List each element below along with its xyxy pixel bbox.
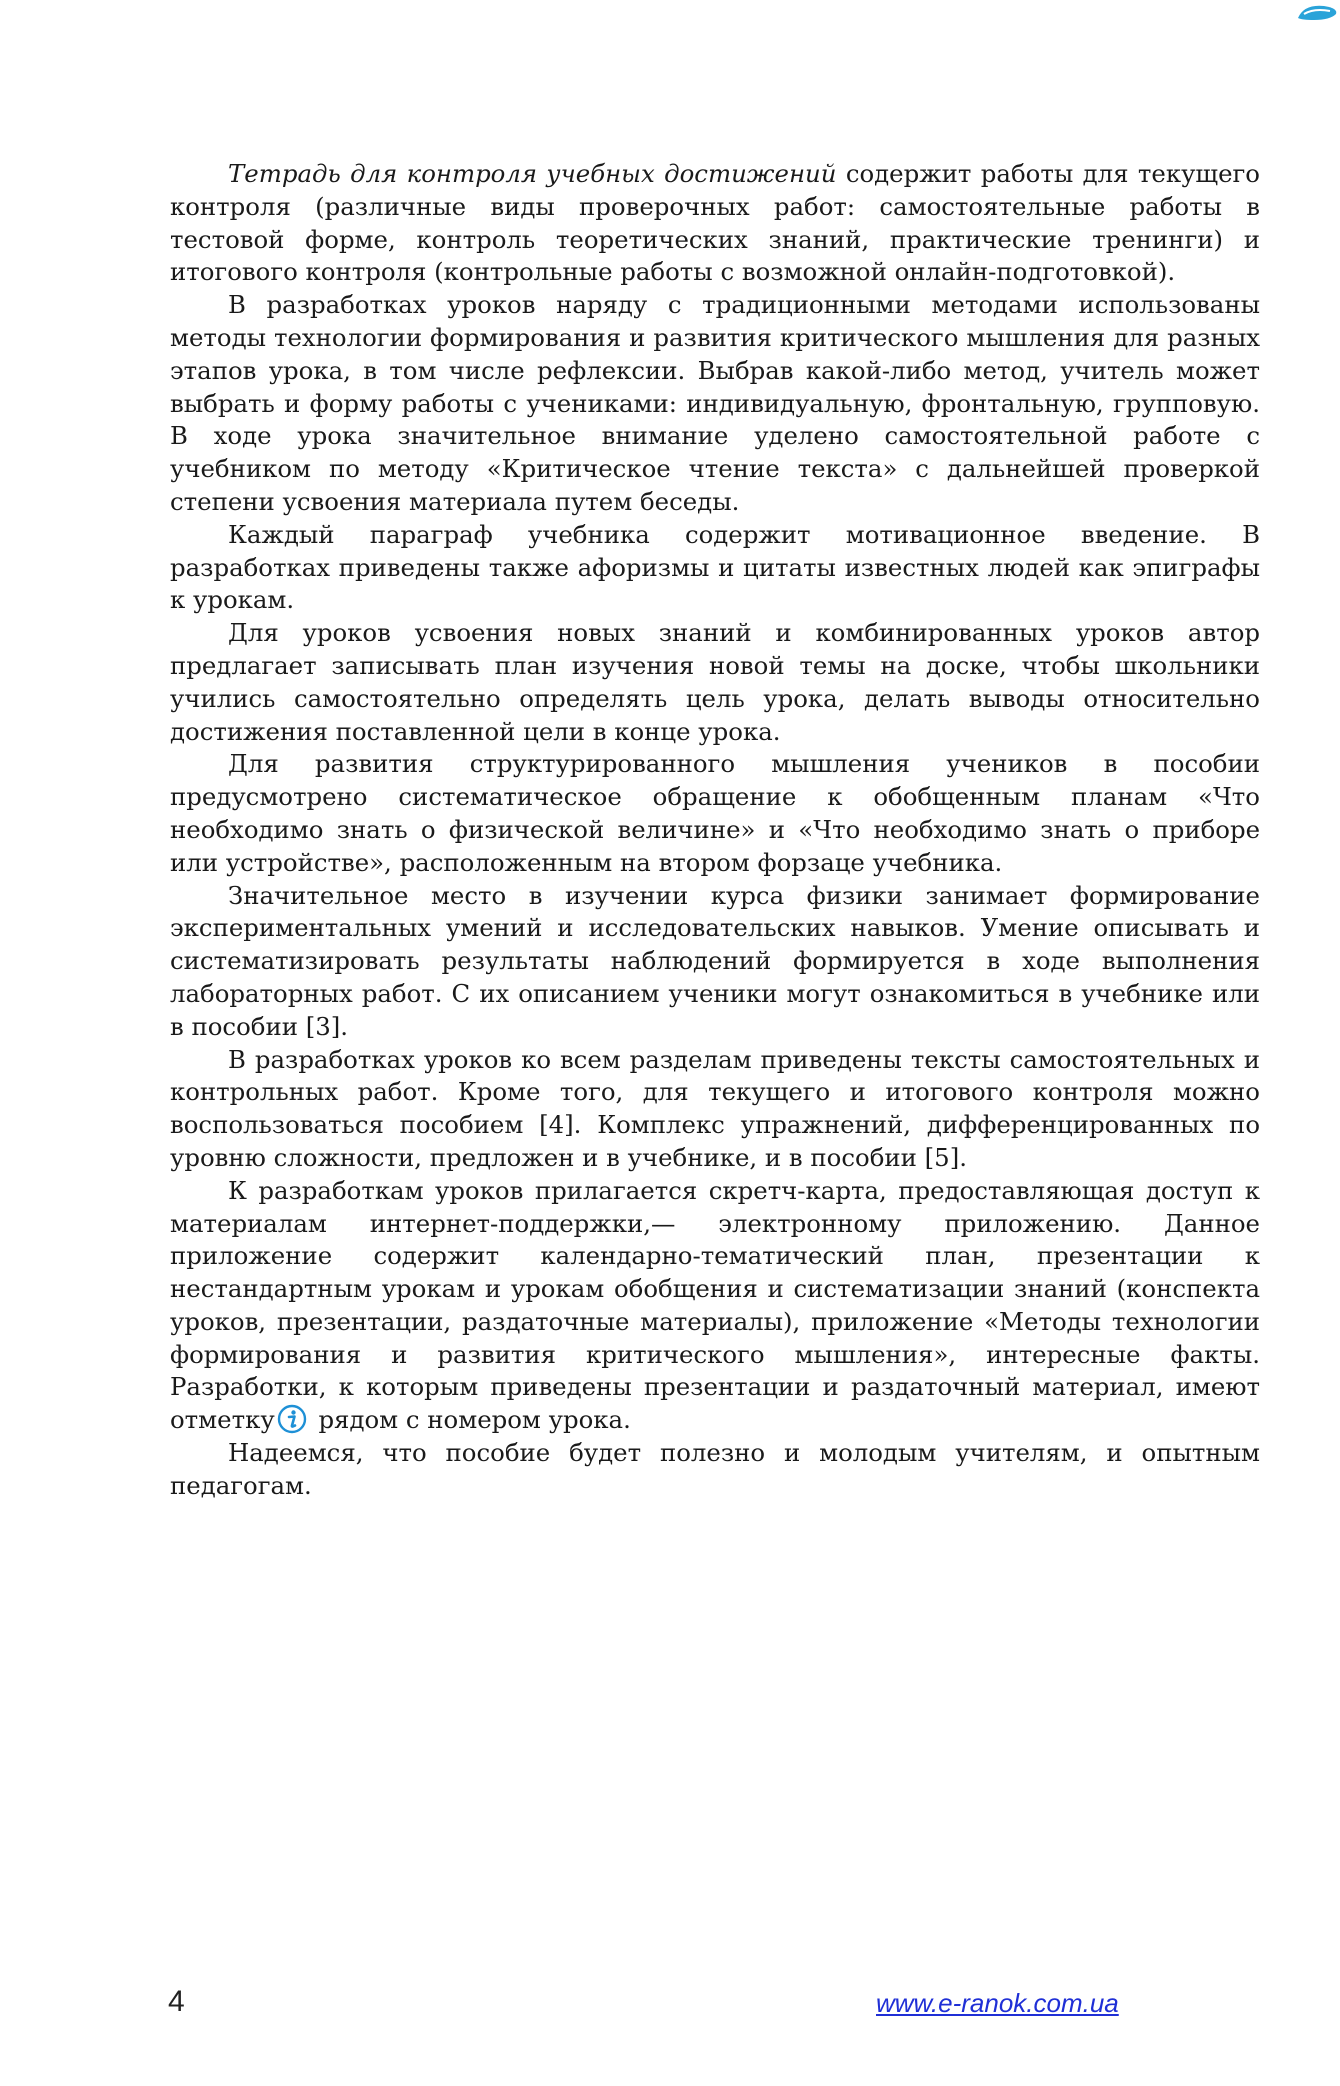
info-icon	[277, 1404, 307, 1434]
document-text	[170, 158, 1260, 1503]
publisher-website-link[interactable]: www.e-ranok.com.ua	[876, 1988, 1119, 2018]
publisher-logo-icon	[1294, 0, 1340, 22]
paragraph-6: Значительное место в изучении курса физики занимает формирование экспериментальных умений и исследовательских навыков. Умение описывать и систематизировать результаты наблюдений формируется в ходе выполнения лабораторных работ. С их описанием ученики могут ознакомиться в учебнике или в пособии [3].	[170, 880, 1260, 1041]
workbook-title: Тетрадь для контроля учебных достижений	[228, 159, 837, 188]
paragraph-1: Тетрадь для контроля учебных достижений содержит работы для текущего контроля (различные виды проверочных работ: самостоятельные работы в тестовой форме, контроль теоретических знаний, практические тренинги) и итогового контроля (контрольные работы с возможной онлайн-подготовкой).	[170, 159, 1260, 287]
paragraph-4: Для уроков усвоения новых знаний и комбинированных уроков автор предлагает записывать план изучения новой темы на доске, чтобы школьники учились самостоятельно определять цель урока, делать выводы относительно достижения поставленной цели в конце урока.	[170, 618, 1260, 746]
paragraph-8: К разработкам уроков прилагается скретч-карта, предоставляющая доступ к материалам интернет-поддержки,— электронному приложению. Данное приложение содержит календарно-тематический план, презентации к нестандартным урокам и урокам обобщения и систематизации знаний (конспекта уроков, презентации, раздаточные материалы), приложение «Методы технологии формирования и развития критического мышления», интересные факты. Разработки, к которым приведены презентации и раздаточный материал, имеют отметку рядом с номером урока.	[170, 1175, 1260, 1435]
paragraph-3: Каждый параграф учебника содержит мотивационное введение. В разработках приведены также афоризмы и цитаты известных людей как эпиграфы к урокам.	[170, 519, 1260, 615]
page-number: 4	[168, 1985, 185, 2018]
paragraph-2: В разработках уроков наряду с традиционными методами использованы методы технологии формирования и развития критического мышления для разных этапов урока, в том числе рефлексии. Выбрав какой-либо метод, учитель может выбрать и форму работы с учениками: индивидуальную, фронтальную, групповую. В ходе урока значительное внимание уделено самостоятельной работе с учебником по методу «Критическое чтение текста» с дальнейшей проверкой степени усвоения материала путем беседы.	[170, 290, 1260, 516]
paragraph-5: Для развития структурированного мышления учеников в пособии предусмотрено систематическое обращение к обобщенным планам «Что необходимо знать о физической величине» и «Что необходимо знать о приборе или устройстве», расположенным на втором форзаце учебника.	[170, 749, 1260, 877]
paragraph-7: В разработках уроков ко всем разделам приведены тексты самостоятельных и контрольных работ. Кроме того, для текущего и итогового контроля можно воспользоваться пособием [4]. Комплекс упражнений, дифференцированных по уровню сложности, предложен и в учебнике, и в пособии [5].	[170, 1044, 1260, 1172]
paragraph-9: Надеемся, что пособие будет полезно и молодым учителям, и опытным педагогам.	[170, 1438, 1260, 1500]
